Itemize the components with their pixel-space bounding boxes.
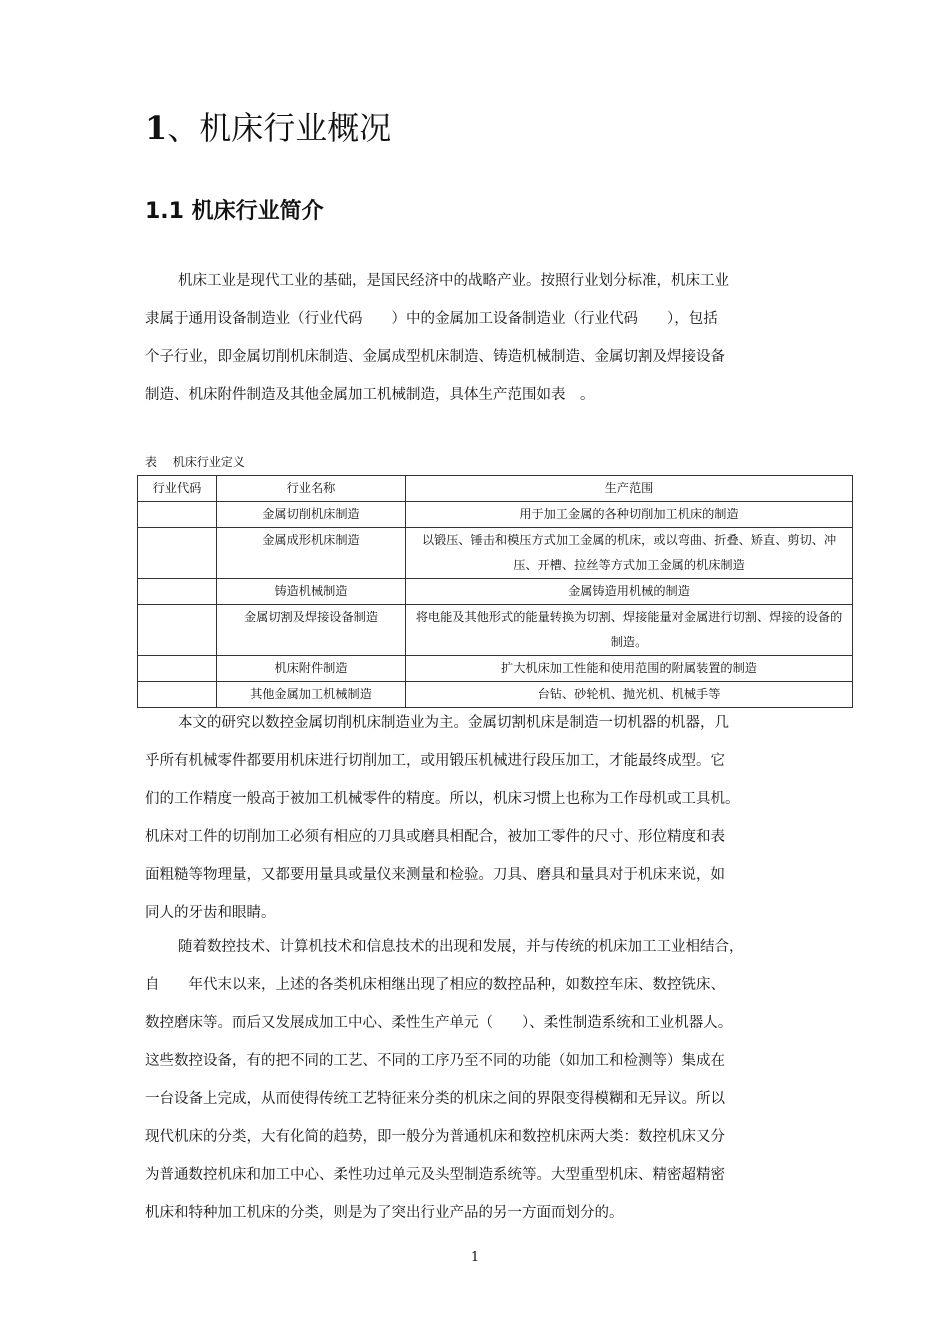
table-header-cell: 行业代码 (138, 476, 217, 502)
chapter-title: 、机床行业概况 (167, 109, 392, 147)
industry-code-cell (138, 579, 217, 605)
table-header-cell: 行业名称 (217, 476, 406, 502)
chapter-heading (145, 104, 391, 152)
paragraph-line: 个子行业，即金属切削机床制造、金属成型机床制造、铸造机械制造、金属切割及焊接设备 (145, 349, 725, 365)
paragraph-line: 机床对工件的切削加工必须有相应的刀具或磨具相配合，被加工零件的尺寸、形位精度和表 (145, 829, 725, 845)
paragraph-line: 现代机床的分类，大有化简的趋势，即一般分为普通机床和数控机床两大类：数控机床又分 (145, 1129, 725, 1145)
production-scope-cell: 台钻、砂轮机、抛光机、机械手等 (406, 682, 853, 708)
paragraph-line: 隶属于通用设备制造业（行业代码 ）中的金属加工设备制造业（行业代码 ），包括 (145, 311, 718, 327)
paragraph-line: 制造、机床附件制造及其他金属加工机械制造，具体生产范围如表 。 (145, 387, 595, 403)
paragraph-line: 这些数控设备，有的把不同的工艺、不同的工序乃至不同的功能（如加工和检测等）集成在 (145, 1053, 725, 1069)
table-row (138, 579, 853, 605)
industry-name-cell: 金属切割及焊接设备制造 (217, 605, 406, 656)
paragraph-line: 同人的牙齿和眼睛。 (145, 905, 276, 921)
industry-name-cell: 其他金属加工机械制造 (217, 682, 406, 708)
industry-name-cell: 金属成形机床制造 (217, 528, 406, 579)
table-row (138, 502, 853, 528)
section-heading: 1.1 机床行业简介 (145, 199, 324, 224)
industry-name-cell: 铸造机械制造 (217, 579, 406, 605)
table-row (138, 605, 853, 656)
paragraph-line: 自 年代末以来，上述的各类机床相继出现了相应的数控品种，如数控车床、数控铣床、 (145, 977, 725, 993)
industry-code-cell (138, 502, 217, 528)
table-caption: 表 机床行业定义 (145, 455, 245, 469)
production-scope-cell: 用于加工金属的各种切削加工机床的制造 (406, 502, 853, 528)
paragraph-line: 本文的研究以数控金属切削机床制造业为主。金属切割机床是制造一切机器的机器，几 (178, 715, 729, 731)
chapter-number: 1 (145, 109, 168, 147)
paragraph-line: 为普通数控机床和加工中心、柔性功过单元及头型制造系统等。大型重型机床、精密超精密 (145, 1167, 725, 1183)
industry-code-cell (138, 682, 217, 708)
paragraph-line: 面粗糙等物理量，又都要用量具或量仪来测量和检验。刀具、磨具和量具对于机床来说，如 (145, 867, 725, 883)
table-row (138, 682, 853, 708)
production-scope-cell: 扩大机床加工性能和使用范围的附属装置的制造 (406, 656, 853, 682)
table-header-cell: 生产范围 (406, 476, 853, 502)
industry-name-cell: 机床附件制造 (217, 656, 406, 682)
paragraph-line: 乎所有机械零件都要用机床进行切削加工，或用锻压机械进行段压加工，才能最终成型。它 (145, 753, 725, 769)
production-scope-cell: 以锻压、锤击和模压方式加工金属的机床，或以弯曲、折叠、矫直、剪切、冲压、开槽、拉丝等方式加工金属的机床制造 (406, 528, 853, 579)
industry-code-cell (138, 528, 217, 579)
industry-name-cell: 金属切削机床制造 (217, 502, 406, 528)
page-number: 1 (470, 1250, 480, 1265)
table-row (138, 656, 853, 682)
paragraph-line: 机床和特种加工机床的分类，则是为了突出行业产品的另一方面而划分的。 (145, 1205, 624, 1221)
paragraph-line: 随着数控技术、计算机技术和信息技术的出现和发展，并与传统的机床加工工业相结合， (178, 939, 744, 955)
production-scope-cell: 金属铸造用机械的制造 (406, 579, 853, 605)
industry-code-cell (138, 605, 217, 656)
paragraph-line: 一台设备上完成，从而使得传统工艺特征来分类的机床之间的界限变得模糊和无异议。所以 (145, 1091, 725, 1107)
paragraph-line: 们的工作精度一般高于被加工机械零件的精度。所以，机床习惯上也称为工作母机或工具机。 (145, 791, 740, 807)
paragraph-line: 机床工业是现代工业的基础，是国民经济中的战略产业。按照行业划分标准，机床工业 (178, 273, 729, 289)
industry-code-cell (138, 656, 217, 682)
industry-definition-table (137, 475, 853, 708)
production-scope-cell: 将电能及其他形式的能量转换为切割、焊接能量对金属进行切割、焊接的设备的制造。 (406, 605, 853, 656)
paragraph-line: 数控磨床等。而后又发展成加工中心、柔性生产单元（ ）、柔性制造系统和工业机器人。 (145, 1015, 733, 1031)
table-row (138, 528, 853, 579)
table-header-row (138, 476, 853, 502)
